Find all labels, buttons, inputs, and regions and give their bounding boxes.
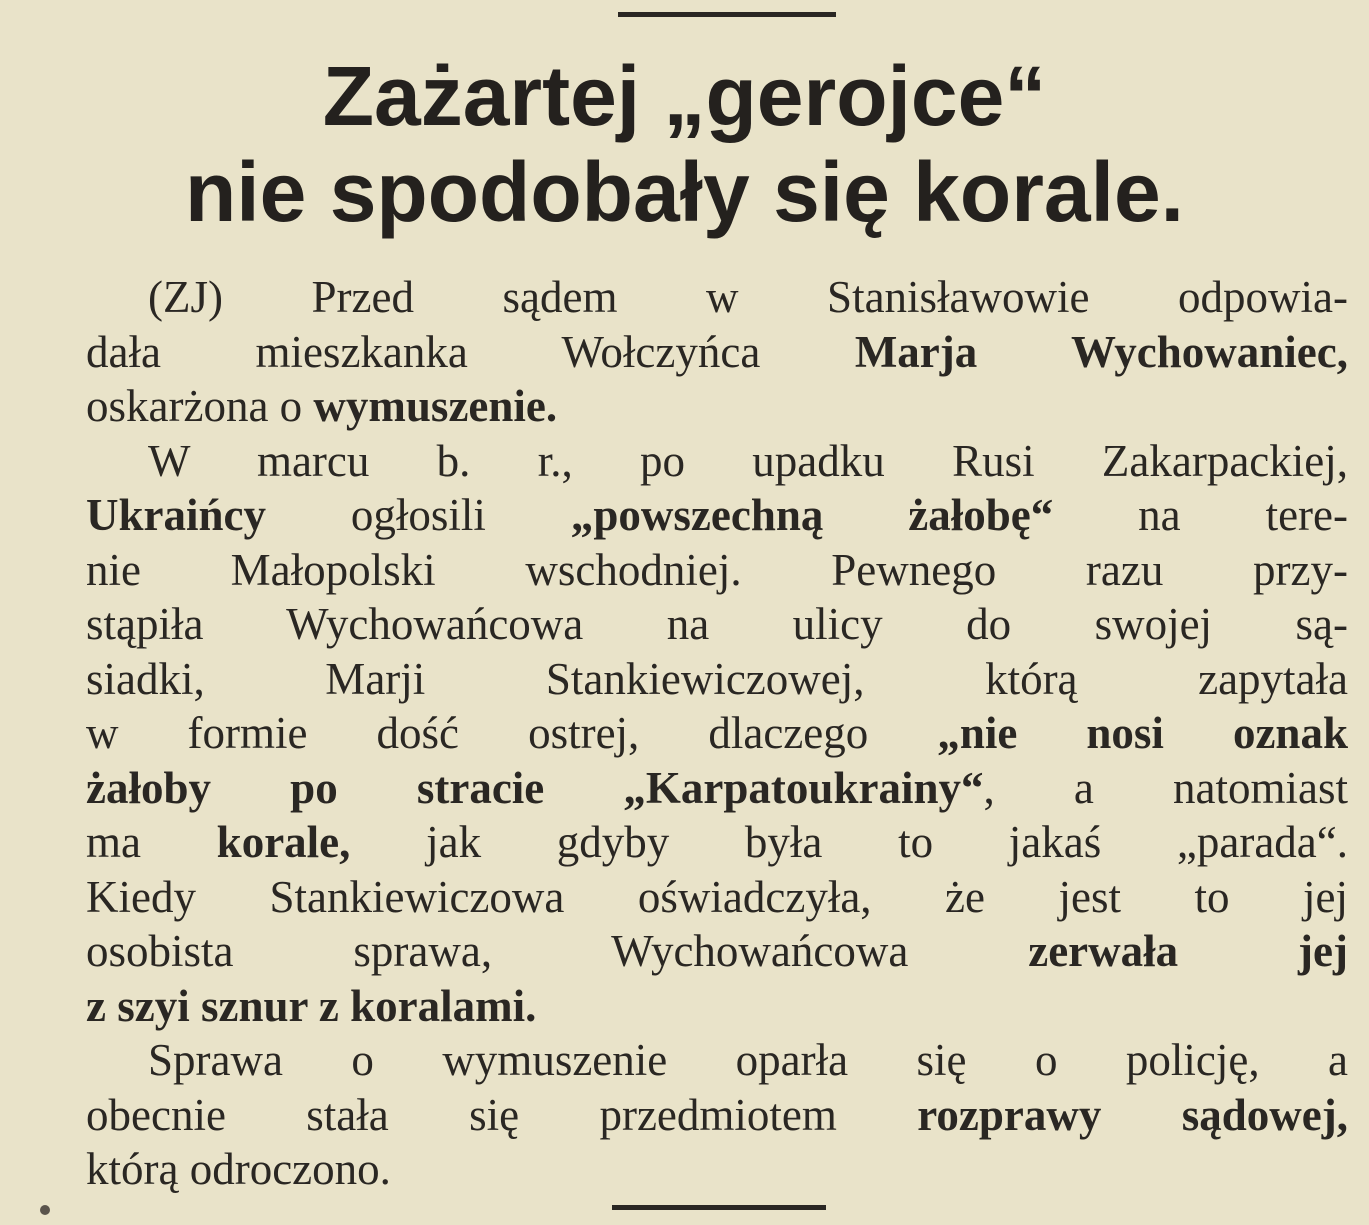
text-segment: , a natomiast (983, 762, 1348, 813)
article-body (86, 270, 1348, 1197)
text-segment: w formie dość ostrej, dlaczego (86, 708, 938, 758)
article-line (86, 434, 1348, 489)
text-segment: ogłosili (266, 490, 571, 540)
bold-text-segment: zerwała jej (1028, 926, 1348, 976)
article-line (86, 1033, 1348, 1088)
article-line (86, 325, 1348, 380)
print-speck (40, 1205, 50, 1215)
article-line (86, 1142, 1348, 1197)
bottom-separator-rule (612, 1205, 826, 1210)
bold-text-segment: żałoby po stracie „Karpatoukrainy“ (86, 762, 984, 813)
bold-text-segment: wymuszenie. (313, 381, 558, 431)
article-line (86, 488, 1348, 543)
article-line (86, 815, 1348, 870)
headline-line-2: nie spodobały się korale. (184, 145, 1185, 239)
bold-text-segment: Marja Wychowaniec, (854, 326, 1349, 377)
bold-text-segment: „powszechną żałobę“ (570, 490, 1054, 540)
text-segment: stąpiła Wychowańcowa na ulicy do swojej są- (86, 599, 1348, 649)
bold-text-segment: rozprawy sądowej, (917, 1089, 1348, 1140)
headline-line-1: Zażartej „gerojce“ (322, 49, 1047, 143)
text-segment: Kiedy Stankiewiczowa oświadczyła, że jest to jej (86, 871, 1348, 922)
text-segment: (ZJ) Przed sądem w Stanisławowie odpowia- (148, 272, 1348, 322)
article-line (86, 543, 1348, 598)
article-line (86, 597, 1348, 652)
text-segment: ma (86, 817, 217, 867)
article-line (86, 870, 1348, 925)
text-segment: nie Małopolski wschodniej. Pewnego razu przy- (86, 544, 1348, 595)
article-line (86, 761, 1348, 816)
bold-text-segment: z szyi sznur z koralami. (86, 980, 537, 1031)
text-segment: obecnie stała się przedmiotem (86, 1089, 918, 1140)
article-line (86, 1088, 1348, 1143)
text-segment: osobista sprawa, Wychowańcowa (86, 926, 1029, 976)
text-segment: dała mieszkanka Wołczyńca (86, 326, 855, 377)
article-line (86, 706, 1348, 761)
article-line (86, 924, 1348, 979)
text-segment: którą odroczono. (86, 1144, 391, 1194)
article-line (86, 979, 1348, 1034)
text-segment: W marcu b. r., po upadku Rusi Zakarpackiej, (148, 435, 1348, 486)
text-segment: siadki, Marji Stankiewiczowej, którą zapytała (86, 653, 1348, 704)
article-line (86, 652, 1348, 707)
bold-text-segment: „nie nosi oznak (937, 708, 1348, 758)
bold-text-segment: Ukraińcy (86, 490, 266, 540)
article-line (86, 270, 1348, 325)
bold-text-segment: korale, (216, 817, 351, 867)
article-line (86, 379, 1348, 434)
top-separator-rule (618, 12, 836, 17)
text-segment: oskarżona o (86, 381, 314, 431)
text-segment: jak gdyby była to jakaś „parada“. (350, 817, 1349, 867)
text-segment: na tere- (1053, 490, 1348, 540)
text-segment: Sprawa o wymuszenie oparła się o policję, a (148, 1035, 1348, 1085)
